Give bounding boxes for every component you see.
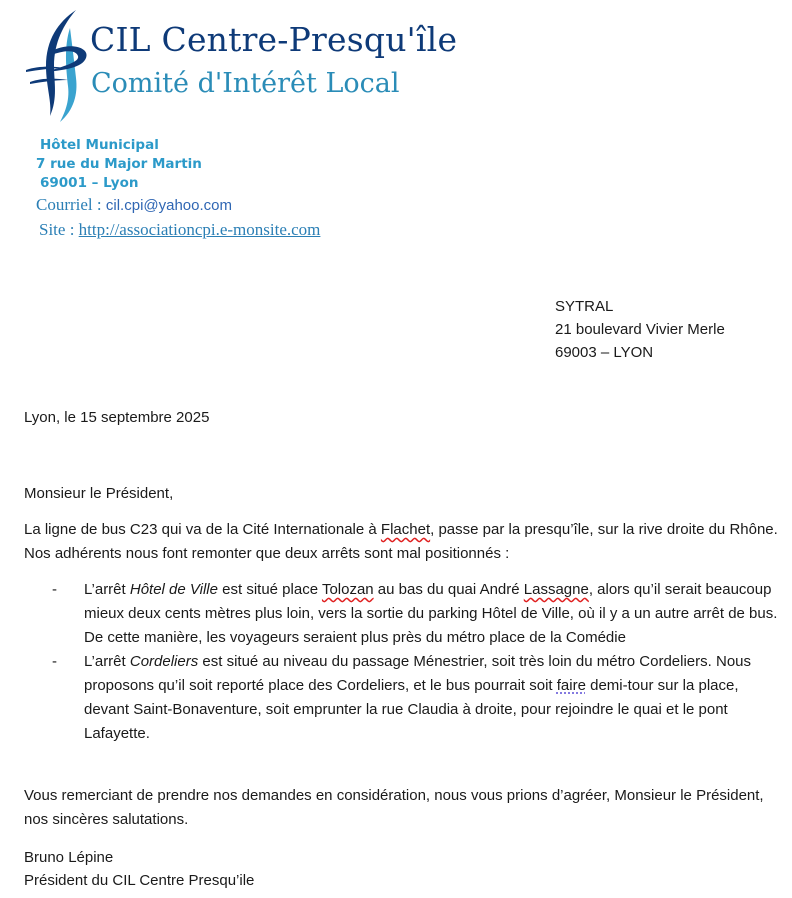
spellcheck-flagged-word[interactable]: Tolozan xyxy=(321,581,374,598)
sender-block xyxy=(36,136,320,242)
closing-paragraph: Vous remerciant de prendre nos demandes en considération, nous vous prions d’agréer, Monsieur le Président, nos sincères salutations. xyxy=(24,787,764,828)
sender-address-line: 7 rue du Major Martin xyxy=(36,156,202,172)
intro-text: , passe par la presqu’île, sur la rive droite du Rhône. Nos adhérents nous font remonter que deux arrêts sont mal positionnés : xyxy=(24,521,778,562)
signature-block xyxy=(24,846,784,892)
bullet-text: est situé place xyxy=(217,581,322,598)
cil-emblem-icon xyxy=(24,6,90,124)
bullet-list xyxy=(24,578,784,746)
bullet-dash: - xyxy=(52,581,57,598)
signatory-name: Bruno Lépine xyxy=(24,849,114,866)
stop-name: Hôtel de Ville xyxy=(129,581,218,598)
stop-name: Cordeliers xyxy=(129,653,199,670)
bullet-text: est situé au niveau du passage Ménestrier, soit très loin du métro Cordeliers. Nous proposons qu’il soit reporté place des Cordeliers, et le bus pourrait soit xyxy=(84,653,751,694)
bullet-text: au bas du quai André xyxy=(373,581,524,598)
bullet-item-hotel-de-ville xyxy=(24,578,784,650)
salutation: Monsieur le Président, xyxy=(24,485,174,502)
recipient-address xyxy=(555,295,725,364)
organization-name: CIL Centre-Presqu'île xyxy=(90,20,458,59)
spellcheck-flagged-word[interactable]: Lassagne xyxy=(523,581,589,598)
sender-email-line xyxy=(36,193,320,218)
grammar-flagged-word[interactable]: faire xyxy=(556,677,586,694)
letterhead-logo xyxy=(24,6,464,126)
spellcheck-flagged-word[interactable]: Flachet xyxy=(380,521,431,538)
intro-text: La ligne de bus C23 qui va de la Cité Internationale à xyxy=(24,521,381,538)
bullet-text: , alors qu’il serait beaucoup mieux deux cents mètres plus loin, vers la sortie du parking Hôtel de Ville, où il y a un autre arrêt de bus. De cette manière, les voyageurs seraient plus près du métro place de la Comédie xyxy=(84,581,778,646)
intro-paragraph xyxy=(24,518,784,566)
date-line: Lyon, le 15 septembre 2025 xyxy=(24,409,210,426)
bullet-text: L’arrêt xyxy=(84,653,130,670)
website-link[interactable]: http://associationcpi.e-monsite.com xyxy=(78,220,321,239)
sender-address-line: Hôtel Municipal xyxy=(40,137,159,153)
bullet-dash: - xyxy=(52,653,57,670)
organization-subtitle: Comité d'Intérêt Local xyxy=(91,68,400,99)
bullet-text: L’arrêt xyxy=(84,581,130,598)
signatory-role: Président du CIL Centre Presqu’ile xyxy=(24,872,255,889)
email-address: cil.cpi@yahoo.com xyxy=(105,197,232,214)
email-label: Courriel : xyxy=(36,195,106,214)
bullet-text: demi-tour sur la place, devant Saint-Bonaventure, soit emprunter la rue Claudia à droite, pour rejoindre le quai et le pont Lafayette. xyxy=(84,677,739,742)
recipient-line: 21 boulevard Vivier Merle xyxy=(555,321,725,338)
bullet-item-cordeliers xyxy=(24,650,784,746)
site-label: Site : xyxy=(39,220,79,239)
recipient-line: 69003 – LYON xyxy=(555,344,654,361)
sender-site-line xyxy=(36,218,320,242)
sender-address-line: 69001 – Lyon xyxy=(40,175,139,191)
recipient-line: SYTRAL xyxy=(555,298,614,315)
